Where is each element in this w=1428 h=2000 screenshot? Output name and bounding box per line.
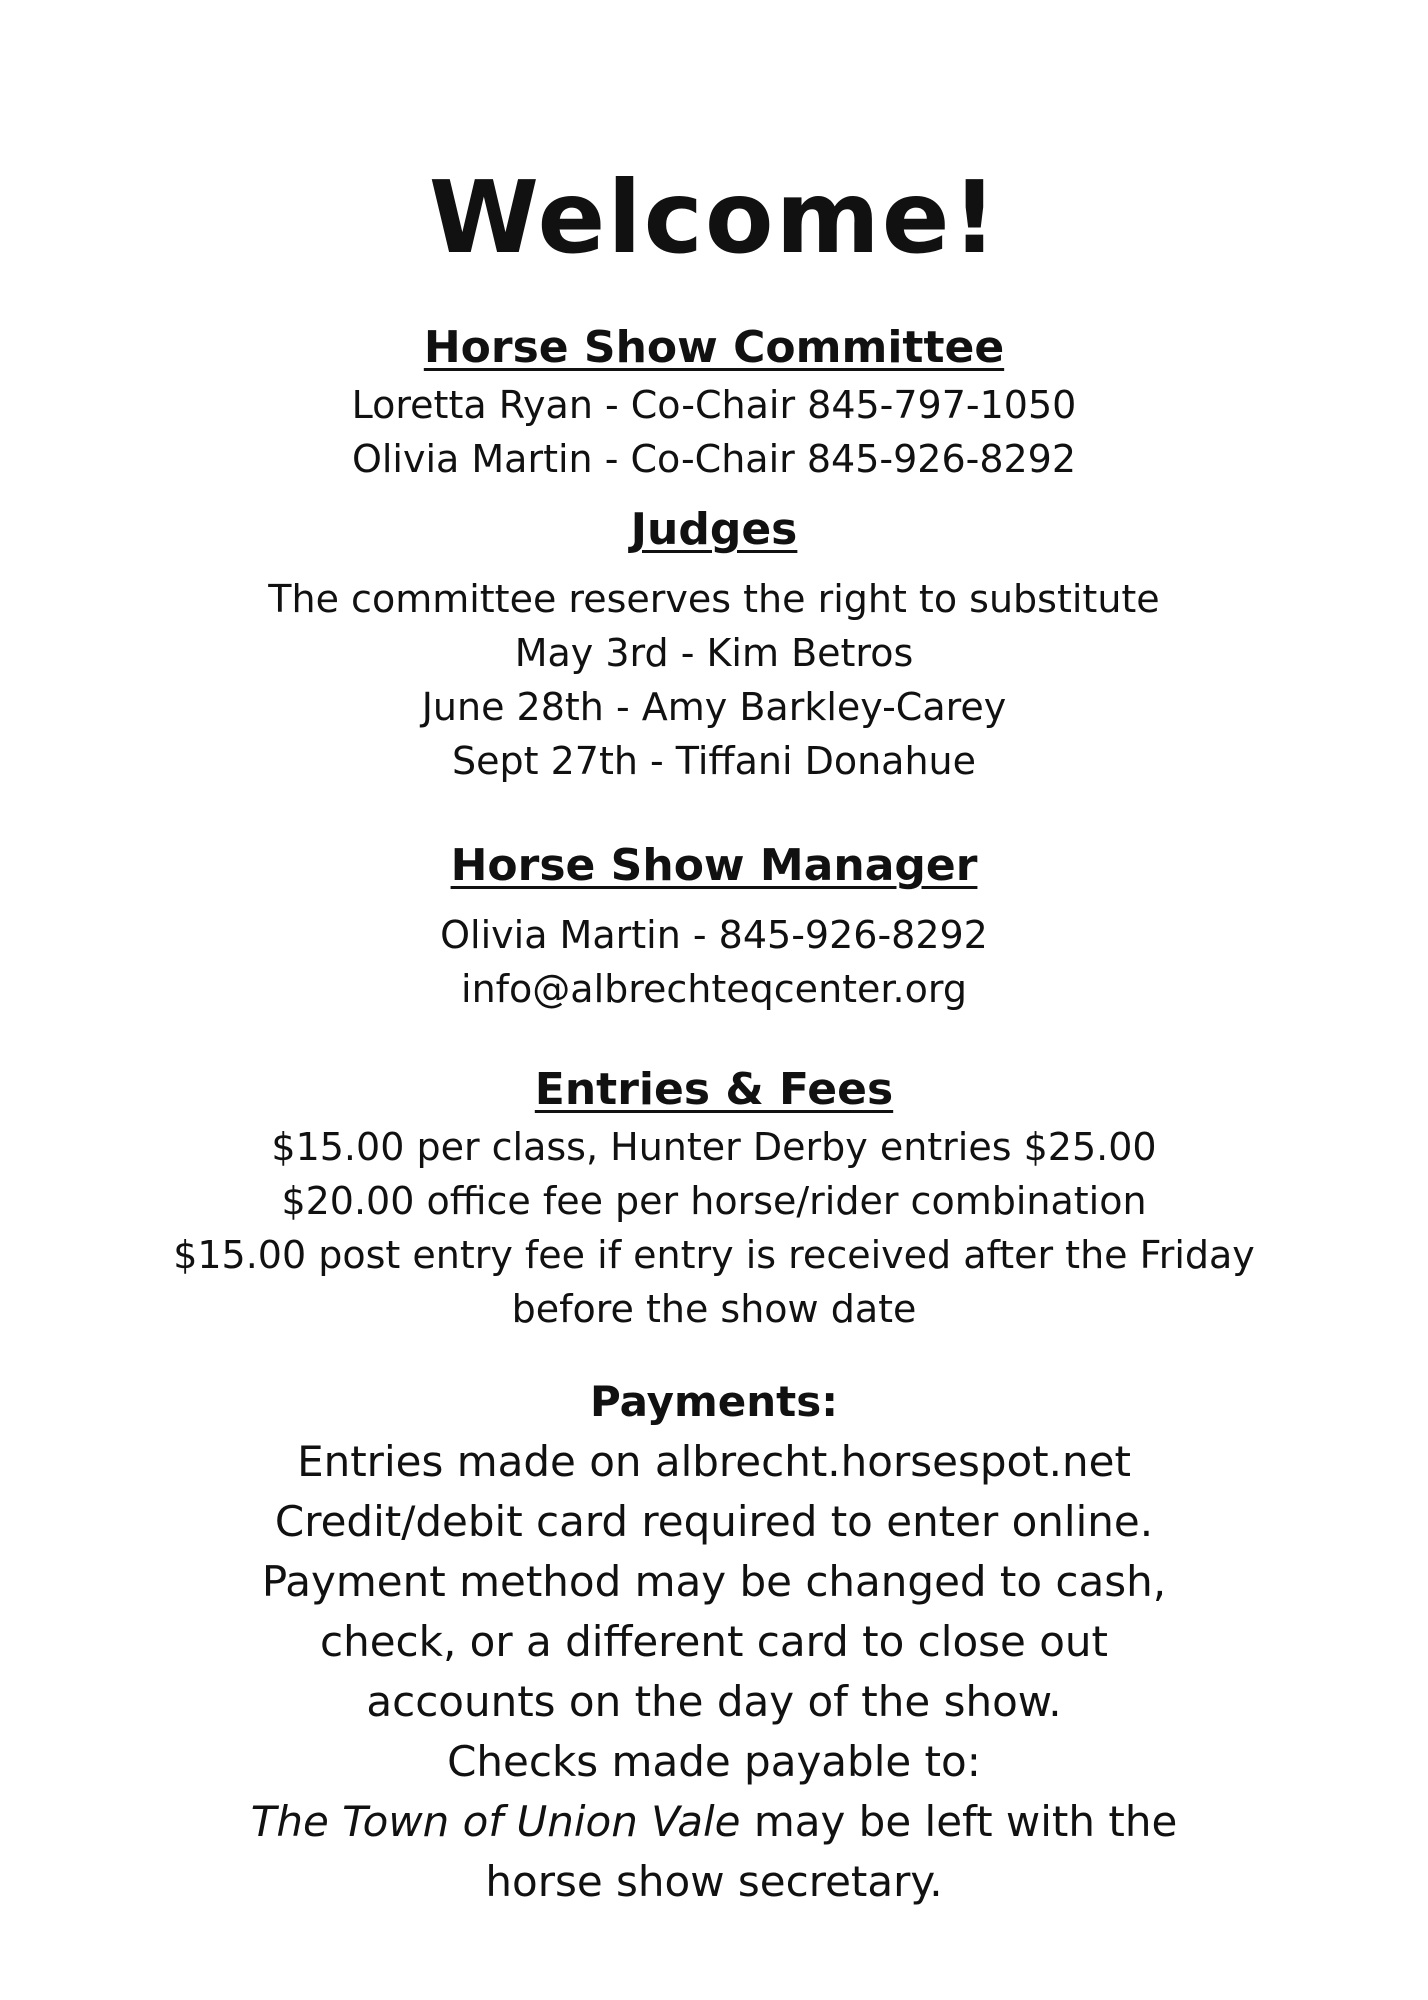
payments-line: accounts on the day of the show. xyxy=(366,1677,1062,1726)
payments-section xyxy=(60,1372,1368,1912)
manager-email: info@albrechteqcenter.org xyxy=(461,967,967,1011)
manager-line: Olivia Martin - 845-926-8292 xyxy=(440,913,988,957)
judges-line: May 3rd - Kim Betros xyxy=(514,631,914,675)
fees-section xyxy=(60,1060,1368,1336)
payments-line: Credit/debit card required to enter online. xyxy=(274,1497,1154,1546)
payee-line xyxy=(60,1792,1368,1852)
fees-line: $15.00 per class, Hunter Derby entries $25.00 xyxy=(271,1125,1157,1169)
manager-heading: Horse Show Manager xyxy=(450,840,978,891)
manager-section xyxy=(60,836,1368,1016)
fees-line: before the show date xyxy=(511,1287,917,1331)
committee-section xyxy=(60,318,1368,486)
payments-line: Entries made on albrecht.horsespot.net xyxy=(297,1437,1131,1486)
payments-last-line: horse show secretary. xyxy=(485,1857,943,1906)
page-title: Welcome! xyxy=(428,159,1000,276)
judges-line: June 28th - Amy Barkley-Carey xyxy=(421,685,1007,729)
committee-line: Loretta Ryan - Co-Chair 845-797-1050 xyxy=(351,383,1077,427)
payee-suffix: may be left with the xyxy=(740,1797,1178,1846)
judges-section xyxy=(60,500,1368,788)
judges-line: Sept 27th - Tiffani Donahue xyxy=(451,739,977,783)
payments-line: check, or a different card to close out xyxy=(320,1617,1108,1666)
fees-line: $20.00 office fee per horse/rider combination xyxy=(281,1179,1147,1223)
judges-heading: Judges xyxy=(630,504,798,555)
payments-line: Checks made payable to: xyxy=(447,1737,981,1786)
committee-heading: Horse Show Committee xyxy=(423,322,1005,373)
payee-name: The Town of Union Vale xyxy=(250,1797,741,1846)
fees-heading: Entries & Fees xyxy=(534,1064,894,1115)
payments-heading: Payments: xyxy=(589,1377,839,1426)
judges-line: The committee reserves the right to substitute xyxy=(268,577,1160,621)
committee-line: Olivia Martin - Co-Chair 845-926-8292 xyxy=(351,437,1077,481)
payments-line: Payment method may be changed to cash, xyxy=(261,1557,1167,1606)
fees-line: $15.00 post entry fee if entry is received after the Friday xyxy=(173,1233,1255,1277)
